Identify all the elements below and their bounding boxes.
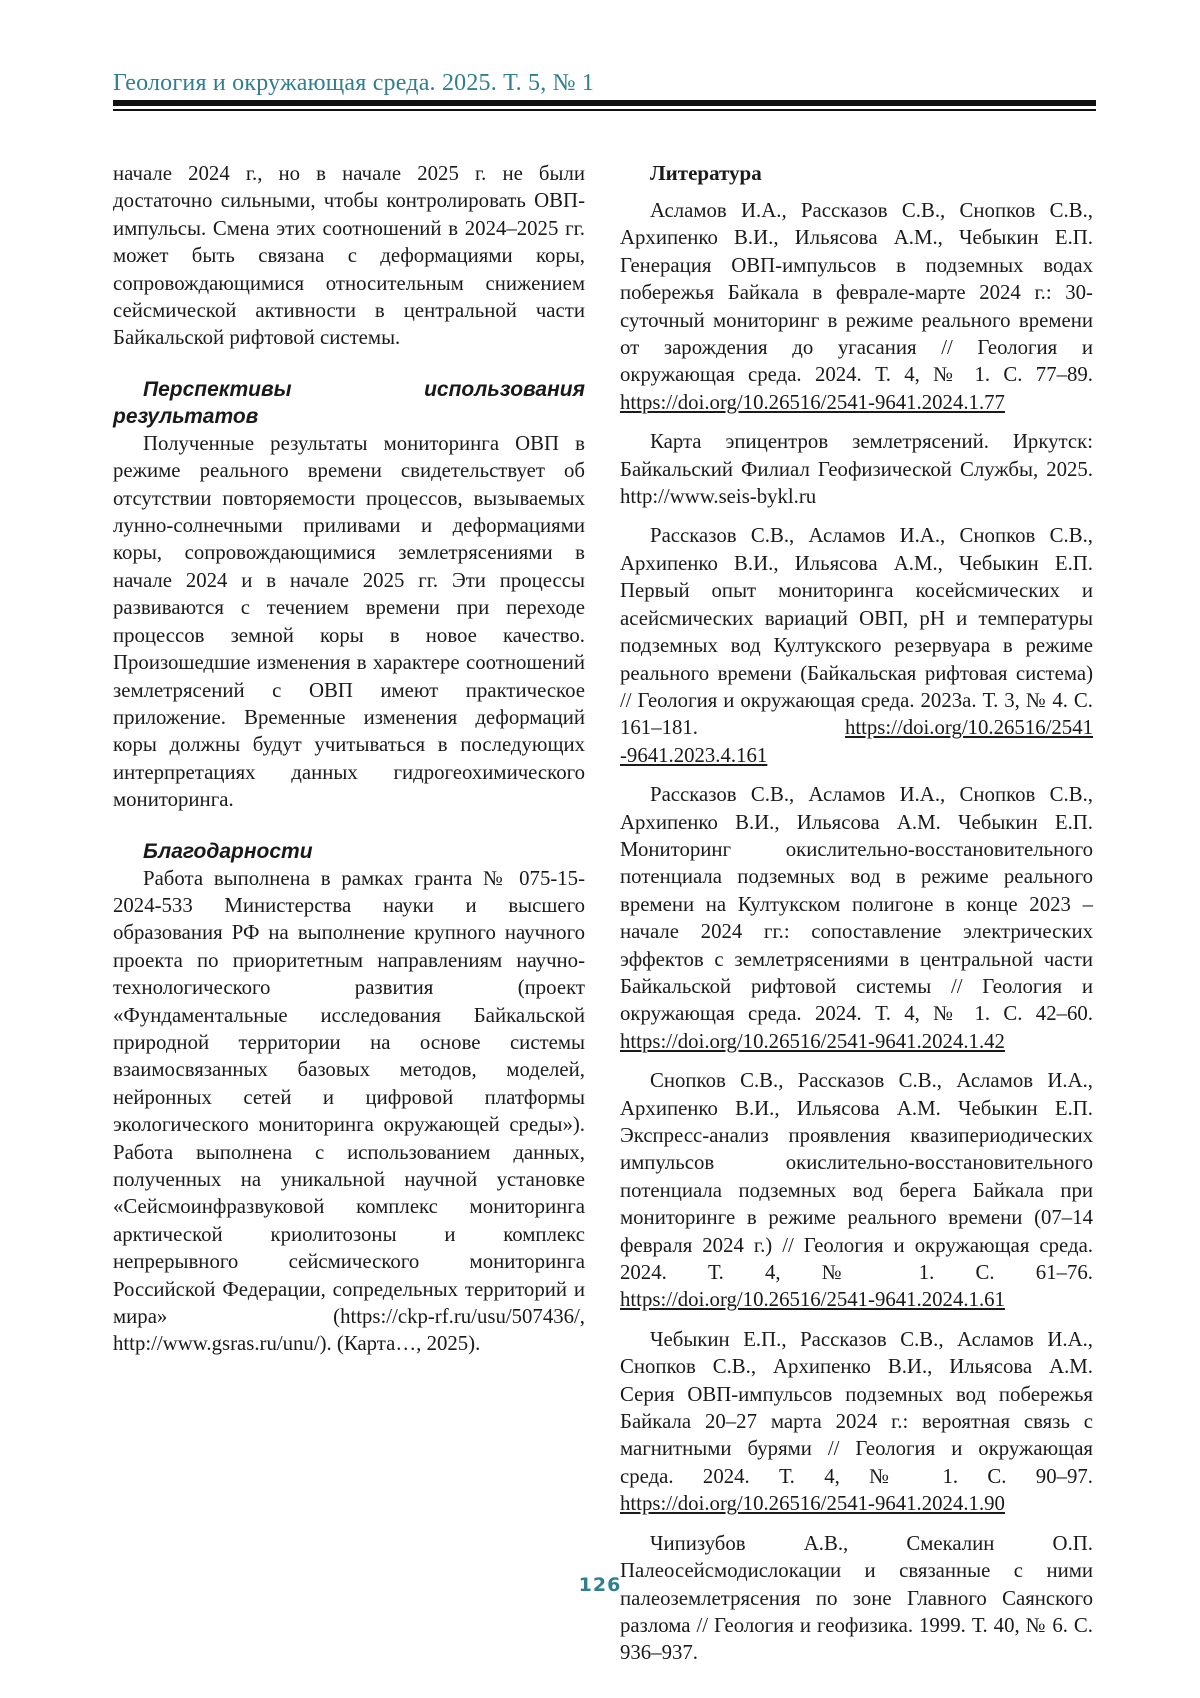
reference-item (620, 1326, 1093, 1518)
reference-item (620, 428, 1093, 510)
acknowledgements-heading: Благодарности (143, 839, 313, 863)
prospects-heading-continued (113, 403, 585, 430)
reference-item (620, 197, 1093, 416)
intro-paragraph: начале 2024 г., но в начале 2025 г. не были достаточно сильными, чтобы контролировать ОВП-импульсы. Смена этих соотношений в 2024–2025 гг. может быть связана с деформациями коры, сопровождающимися относительным снижением сейсмической активности в центральной части Байкальской рифтовой системы. (113, 162, 585, 350)
prospects-paragraph: Полученные результаты мониторинга ОВП в режиме реального времени свидетельствует об отсутствии повторяемости процессов, вызываемых лунно-солнечными приливами и деформациями коры, сопровождающимися землетрясениями в начале 2024 и в начале 2025 гг. Эти процессы развиваются с течением времени при переходе процессов земной коры в новое качество. Произошедшие изменения в характере соотношений землетрясений с ОВП имеют практическое приложение. Временные изменения деформаций коры должны будут учитываться в последующих интерпретациях данных гидрогеохимического мониторинга. (113, 431, 585, 812)
references-heading: Литература (650, 161, 762, 185)
header-rule-thin (113, 109, 1096, 111)
reference-doi-link[interactable]: https://doi.org/10.26516/2541-9641.2024.1.42 (620, 1029, 1005, 1053)
page-number: 126 (578, 1574, 622, 1596)
reference-list (620, 197, 1093, 1667)
right-column (620, 160, 1093, 1679)
reference-doi-link[interactable]: https://doi.org/10.26516/2541-9641.2024.1.61 (620, 1288, 1005, 1312)
prospects-heading-line2: результатов (113, 404, 259, 428)
reference-doi-link[interactable]: https://doi.org/10.26516/2541 -9641.2023.4.161 (620, 716, 1093, 767)
reference-item (620, 1067, 1093, 1314)
reference-text: Рассказов С.В., Асламов И.А., Снопков С.В., Архипенко В.И., Ильясова А.М. Чебыкин Е.П. Мониторинг окислительно-восстановительного потенциала подземных вод в режиме реального времени на Култукском полигоне в конце 2023 – начале 2024 гг.: сопоставление электрических эффектов с землетрясениями в центральной части Байкальской рифтовой системы // Геология и окружающая среда. 2024. Т. 4, № 1. С. 42–60. (620, 783, 1093, 1026)
reference-text: Асламов И.А., Рассказов С.В., Снопков С.В., Архипенко В.И., Ильясова А.М., Чебыкин Е.П. Генерация ОВП-импульсов в подземных водах побережья Байкала в феврале-марте 2024 г.: 30-суточный мониторинг в режиме реального времени от зарождения до угасания // Геология и окружающая среда. 2024. Т. 4, № 1. С. 77–89. (620, 199, 1093, 387)
header-rule-thick (113, 100, 1096, 106)
acknowledgements-paragraph: Работа выполнена в рамках гранта № 075-15-2024-533 Министерства науки и высшего образования РФ на выполнение крупного научного проекта по приоритетным направлениям научно-технологического развития (проект «Фундаментальные исследования Байкальской природной территории на основе системы взаимосвязанных базовых методов, моделей, нейронных сетей и цифровой платформы экологического мониторинга окружающей среды»). Работа выполнена с использованием данных, полученных на уникальной научной установке «Сейсмоинфразвуковой комплекс мониторинга арктической криолитозоны и комплекс непрерывного сейсмического мониторинга Российской Федерации, сопредельных территорий и мира» (https://ckp-rf.ru/usu/507436/, http://www.gsras.ru/unu/). (Карта…, 2025). (113, 866, 585, 1356)
running-title: Геология и окружающая среда. 2025. Т. 5, № 1 (113, 70, 595, 96)
reference-item (620, 522, 1093, 769)
prospects-heading (113, 376, 585, 403)
reference-text: Рассказов С.В., Асламов И.А., Снопков С.В., Архипенко В.И., Ильясова А.М., Чебыкин Е.П. Первый опыт мониторинга косейсмических и асейсмических вариаций ОВП, pH и температуры подземных вод Култукского резервуара в режиме реального времени (Байкальская рифтовая система) // Геология и окружающая среда. 2023а. Т. 3, № 4. С. 161–181. (620, 524, 1093, 740)
reference-text: Снопков С.В., Рассказов С.В., Асламов И.А., Архипенко В.И., Ильясова А.М. Чебыкин Е.П. Экспресс-анализ проявления квазипериодических импульсов окислительно-восстановительного потенциала подземных вод берега Байкала при мониторинге в режиме реального времени (07–14 февраля 2024 г.) // Геология и окружающая среда. 2024. Т. 4, № 1. С. 61–76. (620, 1069, 1093, 1285)
reference-item (620, 781, 1093, 1055)
left-column (113, 160, 585, 1358)
reference-text: Чипизубов А.В., Смекалин О.П. Палеосейсмодислокации и связанные с ними палеоземлетрясения по зоне Главного Саянского разлома // Геология и геофизика. 1999. Т. 40, № 6. С. 936–937. (620, 1531, 1093, 1665)
reference-doi-link[interactable]: https://doi.org/10.26516/2541-9641.2024.1.90 (620, 1492, 1005, 1516)
reference-text: Карта эпицентров землетрясений. Иркутск: Байкальский Филиал Геофизической Службы, 2025. http://www.seis-bykl.ru (620, 430, 1093, 509)
reference-item (620, 1530, 1093, 1667)
prospects-heading-line1: Перспективы использования (143, 377, 585, 401)
reference-doi-link[interactable]: https://doi.org/10.26516/2541-9641.2024.1.77 (620, 390, 1005, 414)
reference-text: Чебыкин Е.П., Рассказов С.В., Асламов И.А., Снопков С.В., Архипенко В.И., Ильясова А.М. Серия ОВП-импульсов подземных вод побережья Байкала 20–27 марта 2024 г.: вероятная связь с магнитными бурями // Геология и окружающая среда. 2024. Т. 4, № 1. С. 90–97. (620, 1327, 1093, 1488)
